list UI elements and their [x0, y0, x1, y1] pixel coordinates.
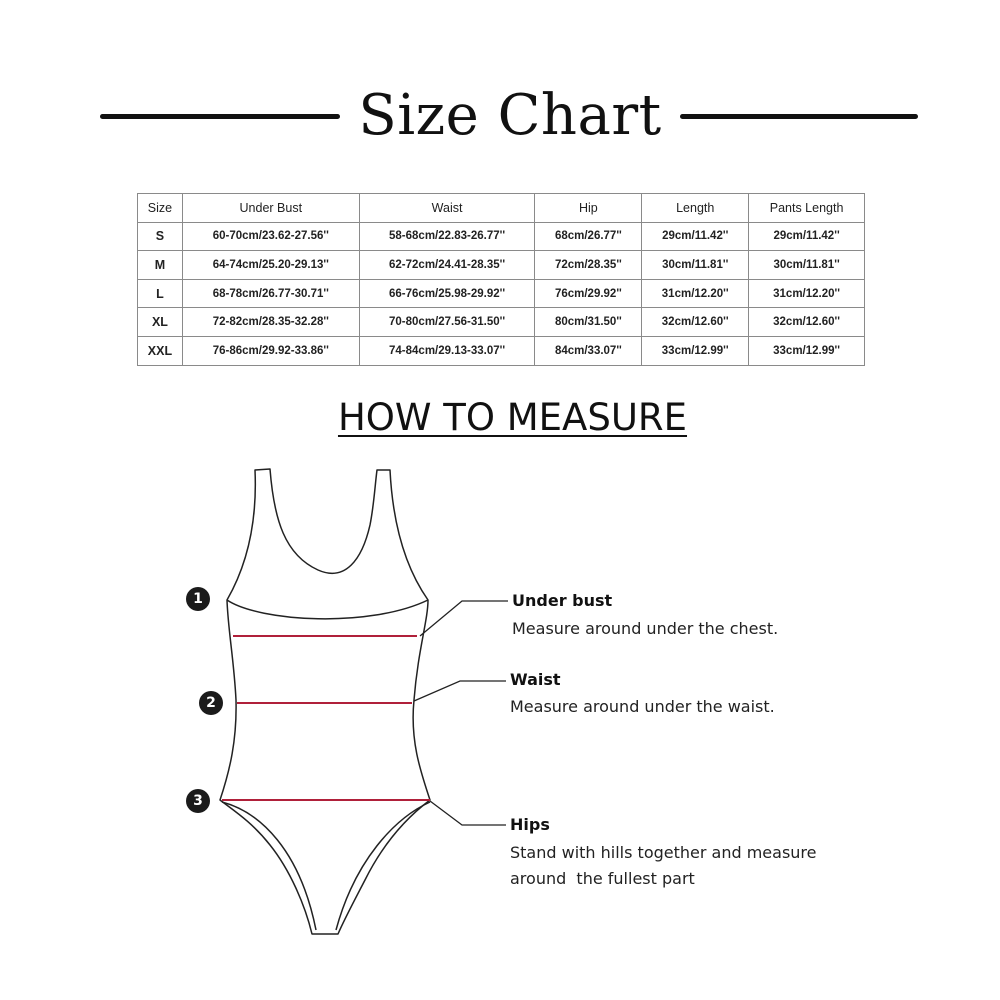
- under-bust-cell: 72-82cm/28.35-32.28'': [182, 308, 359, 337]
- waist-label: Waist: [510, 670, 561, 689]
- hips-leader: [430, 801, 506, 825]
- waist-leader: [414, 681, 506, 701]
- waist-description: Measure around under the waist.: [510, 697, 775, 716]
- pants-length-cell: 29cm/11.42'': [749, 222, 865, 251]
- hip-cell: 72cm/28.35'': [535, 251, 642, 280]
- under-bust-leader: [420, 601, 508, 636]
- leg-line-right: [336, 802, 430, 930]
- hips-description-line-1: Stand with hills together and measure: [510, 843, 817, 862]
- column-header-length: Length: [642, 194, 749, 223]
- pants-length-cell: 33cm/12.99'': [749, 336, 865, 365]
- length-cell: 29cm/11.42'': [642, 222, 749, 251]
- size-cell: XL: [138, 308, 183, 337]
- hip-cell: 84cm/33.07'': [535, 336, 642, 365]
- hips-description-line-2: around the fullest part: [510, 869, 695, 888]
- length-cell: 31cm/12.20'': [642, 279, 749, 308]
- marker-2: 2: [199, 691, 223, 715]
- under-bust-cell: 64-74cm/25.20-29.13'': [182, 251, 359, 280]
- waist-cell: 58-68cm/22.83-26.77'': [359, 222, 535, 251]
- size-cell: M: [138, 251, 183, 280]
- leg-line-left: [222, 802, 316, 930]
- length-cell: 33cm/12.99'': [642, 336, 749, 365]
- hip-cell: 80cm/31.50'': [535, 308, 642, 337]
- size-cell: XXL: [138, 336, 183, 365]
- under-bust-cell: 76-86cm/29.92-33.86'': [182, 336, 359, 365]
- under-bust-description: Measure around under the chest.: [512, 619, 779, 638]
- pants-length-cell: 32cm/12.60'': [749, 308, 865, 337]
- column-header-hip: Hip: [535, 194, 642, 223]
- hips-description: [510, 840, 817, 892]
- under-bust-cell: 60-70cm/23.62-27.56'': [182, 222, 359, 251]
- bodysuit-outline: [220, 469, 430, 934]
- waist-cell: 66-76cm/25.98-29.92'': [359, 279, 535, 308]
- size-cell: S: [138, 222, 183, 251]
- pants-length-cell: 30cm/11.81'': [749, 251, 865, 280]
- column-header-waist: Waist: [359, 194, 535, 223]
- waist-cell: 62-72cm/24.41-28.35'': [359, 251, 535, 280]
- hip-cell: 68cm/26.77'': [535, 222, 642, 251]
- length-cell: 32cm/12.60'': [642, 308, 749, 337]
- page-title: Size Chart: [358, 83, 662, 148]
- column-header-under-bust: Under Bust: [182, 194, 359, 223]
- how-to-measure-heading: HOW TO MEASURE: [337, 396, 688, 439]
- under-bust-label: Under bust: [512, 591, 613, 610]
- marker-1: 1: [186, 587, 210, 611]
- size-cell: L: [138, 279, 183, 308]
- hips-label: Hips: [510, 815, 550, 834]
- length-cell: 30cm/11.81'': [642, 251, 749, 280]
- column-header-size: Size: [138, 194, 183, 223]
- pants-length-cell: 31cm/12.20'': [749, 279, 865, 308]
- marker-3: 3: [186, 789, 210, 813]
- hip-cell: 76cm/29.92'': [535, 279, 642, 308]
- waist-cell: 70-80cm/27.56-31.50'': [359, 308, 535, 337]
- neckline-curve: [227, 600, 428, 619]
- waist-cell: 74-84cm/29.13-33.07'': [359, 336, 535, 365]
- under-bust-cell: 68-78cm/26.77-30.71'': [182, 279, 359, 308]
- column-header-pants-length: Pants Length: [749, 194, 865, 223]
